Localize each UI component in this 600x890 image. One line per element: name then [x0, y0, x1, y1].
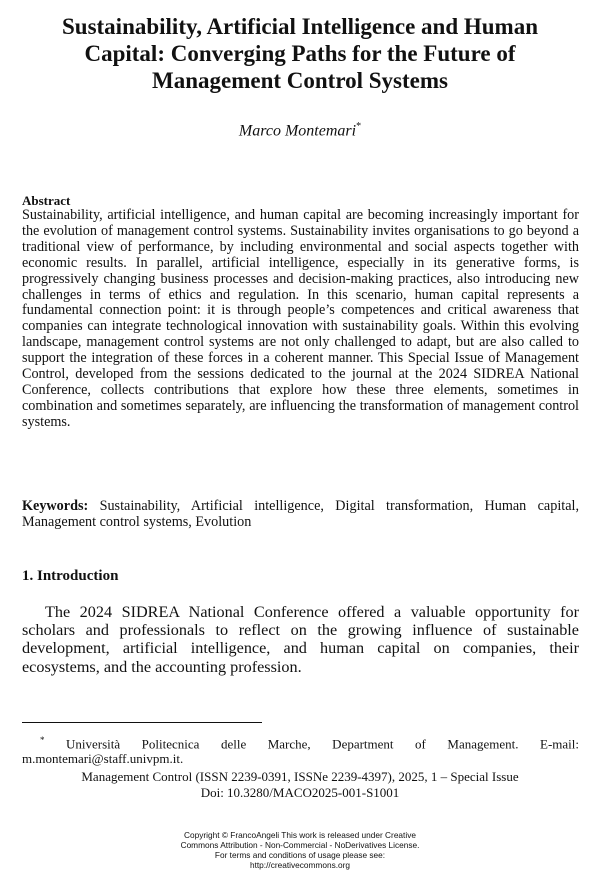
- abstract-text: Sustainability, artificial intelligence, and human capital are becoming increasingly important for the evolution of management control systems. Sustainability invites organisations to go beyond a traditional view of performance, by including environmental and social aspects together with economic results. In parallel, artificial intelligence, especially in its generative forms, is progressively changing business processes and decision-making practices, also introducing new challenges in terms of ethics and regulation. In this scenario, human capital represents a fundamental connection point: it is through people’s competences and critical awareness that companies can integrate technological innovation with sustainability goals. Within this evolving landscape, management control systems are not only challenged to adapt, but are also called to support the integration of these forces in a coherent manner. This Special Issue of Management Control, developed from the sessions dedicated to the journal at the 2024 SIDREA National Conference, collects contributions that explore how these three elements, sometimes in combination and sometimes separately, are influencing the transformation of management control systems.: [22, 207, 579, 430]
- author-footnote-mark[interactable]: *: [356, 121, 362, 132]
- journal-info: [20, 769, 580, 801]
- keywords-paragraph: [22, 498, 579, 530]
- license-link[interactable]: http://creativecommons.org: [249, 860, 351, 870]
- footnote-mark: *: [40, 735, 45, 745]
- author-name-text: Marco Montemari: [238, 122, 357, 140]
- keywords-label: Keywords:: [22, 498, 89, 514]
- abstract-heading: Abstract: [22, 193, 71, 208]
- author-affiliation-footnote: [22, 733, 579, 766]
- journal-citation: Management Control (ISSN 2239-0391, ISSNe 2239-4397), 2025, 1 – Special Issue: [81, 769, 519, 784]
- keywords-text: Sustainability, Artificial intelligence, Digital transformation, Human capital, Management control systems, Evolution: [22, 498, 579, 530]
- copyright-line: For terms and conditions of usage please see:: [214, 850, 386, 860]
- footnote-divider: [22, 722, 262, 723]
- copyright-line: Copyright © FrancoAngeli This work is released under Creative: [184, 830, 416, 840]
- copyright-notice: [100, 830, 500, 870]
- author-name: [0, 121, 600, 140]
- section-heading-introduction: 1. Introduction: [22, 568, 119, 584]
- doi-link[interactable]: Doi: 10.3280/MACO2025-001-S1001: [200, 785, 400, 800]
- introduction-paragraph: The 2024 SIDREA National Conference offered a valuable opportunity for scholars and professionals to reflect on the growing influence of sustainable development, artificial intelligence, and human capital on companies, their ecosystems, and the accounting profession.: [22, 603, 579, 676]
- paper-title: Sustainability, Artificial Intelligence and Human Capital: Converging Paths for the Future of Management Control Systems: [61, 14, 539, 93]
- copyright-line: Commons Attribution - Non-Commercial - NoDerivatives License.: [180, 840, 420, 850]
- footnote-text: Università Politecnica delle Marche, Department of Management. E-mail: m.montemari@staff.univpm.it.: [22, 736, 579, 767]
